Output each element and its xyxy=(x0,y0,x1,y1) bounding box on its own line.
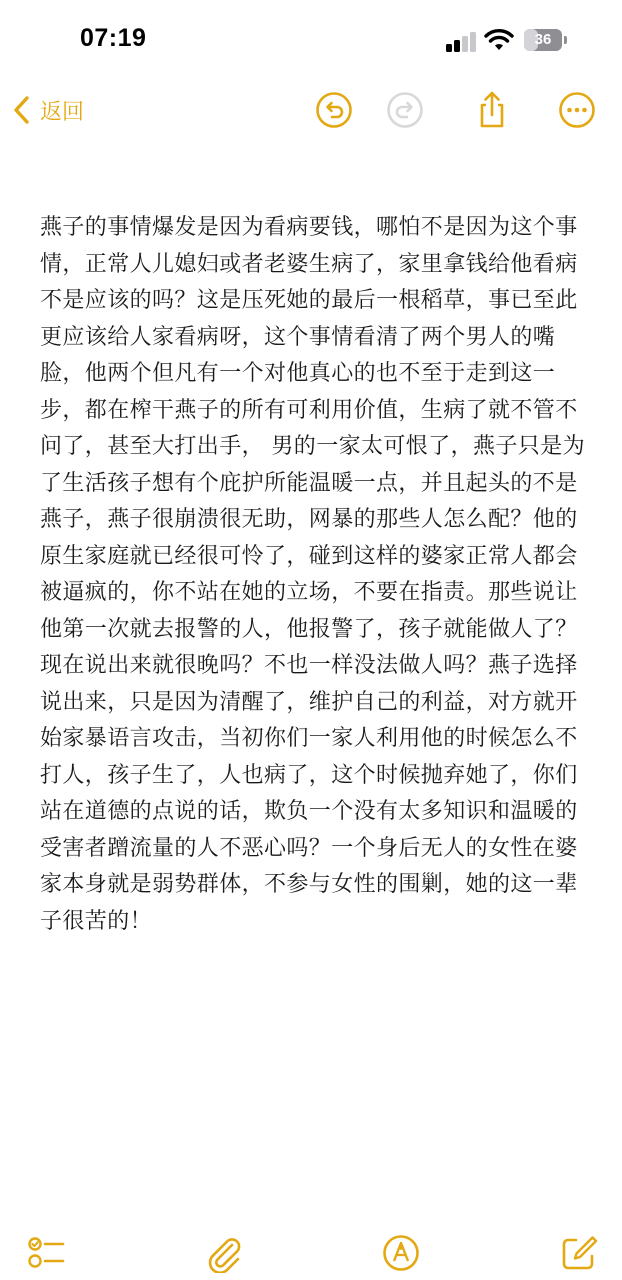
compose-icon xyxy=(559,1233,599,1273)
checklist-icon xyxy=(26,1233,66,1273)
attachment-button[interactable] xyxy=(204,1233,244,1273)
share-button[interactable] xyxy=(472,90,512,130)
chevron-left-icon xyxy=(12,95,32,125)
note-toolbar xyxy=(0,76,622,146)
more-button[interactable] xyxy=(557,90,597,130)
markup-button[interactable] xyxy=(381,1233,421,1273)
note-body-text[interactable]: 燕子的事情爆发是因为看病要钱，哪怕不是因为这个事情，正常人儿媳妇或者老婆生病了，家里拿钱给他看病不是应该的吗？这是压死她的最后一根稻草，事已至此更应该给人家看病呀，这个事情看清了两个男人的嘴脸，他两个但凡有一个对他真心的也不至于走到这一步，都在榨干燕子的所有可利用价值，生病了就不管不问了，甚至大打出手， 男的一家太可恨了，燕子只是为了生活孩子想有个庇护所能温暖一点，并且起头的不是燕子，燕子很崩溃很无助，网暴的那些人怎么配？他的原生家庭就已经很可怜了，碰到这样的婆家正常人都会被逼疯的，你不站在她的立场，不要在指责。那些说让他第一次就去报警的人，他报警了，孩子就能做人了？现在说出来就很晚吗？不也一样没法做人吗？燕子选择说出来，只是因为清醒了，维护自己的利益，对方就开始家暴语言攻击，当初你们一家人利用他的时候怎么不打人，孩子生了，人也病了，这个时候抛弃她了，你们站在道德的点说的话，欺负一个没有太多知识和温暖的受害者蹭流量的人不恶心吗？一个身后无人的女性在婆家本身就是弱势群体，不参与女性的围剿，她的这一辈子很苦的！ xyxy=(40,215,585,934)
compose-button[interactable] xyxy=(559,1233,599,1273)
redo-icon xyxy=(385,90,425,130)
back-button[interactable] xyxy=(12,90,84,130)
battery-icon xyxy=(524,29,568,51)
status-bar xyxy=(0,0,622,76)
back-label: 返回 xyxy=(40,99,85,125)
share-icon xyxy=(472,90,512,130)
battery-level: 36 xyxy=(534,31,552,48)
wifi-icon xyxy=(484,28,514,52)
undo-icon xyxy=(314,90,354,130)
redo-button[interactable] xyxy=(385,90,425,130)
paperclip-icon xyxy=(204,1233,244,1273)
status-time: 07:19 xyxy=(80,24,147,52)
bottom-toolbar xyxy=(0,1225,622,1280)
more-icon xyxy=(557,90,597,130)
pen-markup-icon xyxy=(381,1233,421,1273)
undo-button[interactable] xyxy=(314,90,354,130)
checklist-button[interactable] xyxy=(26,1233,66,1273)
cellular-signal-icon xyxy=(446,30,476,52)
